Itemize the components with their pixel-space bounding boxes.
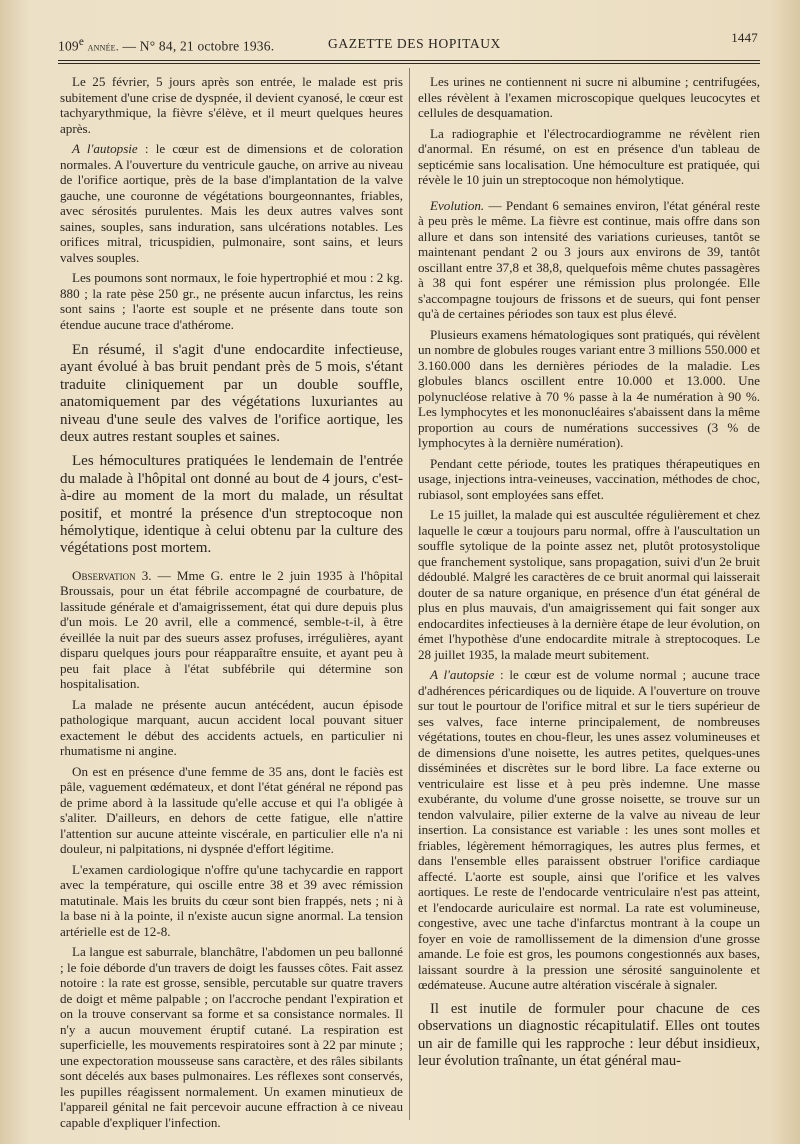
summary-paragraph: En résumé, il s'agit d'une endocardite infectieuse, ayant évolué à bas bruit pendant près de 5 mois, s'étant traduite cliniquement par un double souffle, anatomiquement par des végétations luxuriantes au niveau d'une seule des valves de l'orifice aortique, les deux autres restant souples et saines. <box>60 342 403 446</box>
paragraph <box>418 667 760 993</box>
paragraph: Il est inutile de formuler pour chacune de ces observations un diagnostic récapitulatif. Elles ont toutes un air de famille qui les rapproche : leur début insidieux, leur évolution traînante, un état général mau- <box>418 1000 760 1070</box>
paragraph: Le 25 février, 5 jours après son entrée, le malade est pris subitement d'une crise de dyspnée, il devient cyanosé, le cœur est tachyarythmique, la fièvre s'élève, et il meurt quelques heures après. <box>60 74 403 136</box>
page-number: 1447 <box>731 30 758 45</box>
header-rule <box>58 60 760 61</box>
paragraph: Le 15 juillet, la malade qui est auscultée régulièrement et chez laquelle le cœur a toujours paru normal, offre à l'auscultation un souffle sytolique de la pointe assez net, plutôt protosystolique que franchement systolique, sans propagation, suivi d'un 2e bruit dédoublé. Malgré les caractères de ce bruit anormal qui laisserait douter de sa nature organique, en présence d'un état général de plus en plus mauvais, d'un amaigrissement qui fait songer aux endocardites infectieuses à la dernière étape de leur évolution, on émet l'hypothèse d'une endocardite mitrale à streptocoques. Le 28 juillet 1935, la malade meurt subitement. <box>418 507 760 662</box>
paragraph: La malade ne présente aucun antécédent, aucun épisode pathologique marquant, aucun accident local pouvant situer exactement le début des accidents actuels, en particulier ni rhumatisme ni angine. <box>60 696 403 759</box>
paragraph: On est en présence d'une femme de 35 ans, dont le faciès est pâle, vaguement œdémateux, et dont l'état général ne répond pas de prime abord à la lassitude qu'elle accuse et qui l'a obligée à s'aliter. D'ailleurs, en dehors de cette fatigue, elle n'attire l'attention sur aucune atteinte viscérale, en particulier elle n'a ni douleur, ni palpitations, ni dyspnée d'effort légitime. <box>60 763 403 857</box>
paragraph: La radiographie et l'électrocardiogramme ne révèlent rien d'anormal. En résumé, on est en présence d'un tableau de septicémie sans localisation. Une hémoculture est pratiquée, qui révèle le 10 juin un streptocoque non hémolytique. <box>418 125 760 187</box>
paragraph <box>60 141 403 265</box>
paragraph: Plusieurs examens hématologiques sont pratiqués, qui révèlent un nombre de globules rouges variant entre 3 millions 550.000 et 3.160.000 dans les dernières périodes de la maladie. Les globules blancs oscillent entre 10.000 et 13.000. Une polynucléose relative à 70 % passe à la 4e numération à 90 %. Les lymphocytes et les mononucléaires s'abaissent dans la même proportion au cours de numérations successives (3 % de lymphocytes à la dernière numération). <box>418 326 760 450</box>
issue-info <box>58 36 274 55</box>
paragraph-lead: Evolution. <box>430 197 485 213</box>
paragraph: La langue est saburrale, blanchâtre, l'abdomen un peu ballonné ; le foie déborde d'un travers de doigt les fausses côtes. Fait assez notoire : la rate est grosse, sensible, percutable sur quatre travers de doigt et même palpable ; on l'accroche pendant l'expiration et on la trouve conservant sa forme et sa consistance normales. Il n'y a aucun mouvement éruptif cutané. La respiration est superficielle, les mouvements respiratoires sont à 22 par minute ; une expectoration mousseuse sans caractère, et des râles sibilants sont décelés aux bases pulmonaires. Les réflexes sont conservés, les pupilles réagissent normalement. Un examen minutieux de l'appareil génital ne fait percevoir aucune effraction à ce niveau capable d'expliquer l'infection. <box>60 944 403 1130</box>
paragraph-text: — Pendant 6 semaines environ, l'état général reste à peu près le même. La fièvre est continue, mais offre dans son allure et dans son intensité des variations curieuses, tantôt se maintenant pendant 2 ou 3 jours aux environs de 39, tantôt oscillant entre 37,8 et 38,8, quelquefois même chutes passagères à 38 qui font espérer une rémission plus prolongée. Elle s'accompagne toujours de frissons et de sueurs, qui font penser qu'à de certaines périodes son taux est plus élevé. <box>418 197 760 321</box>
right-column <box>418 74 760 1076</box>
paragraph-text: : le cœur est de volume normal ; aucune trace d'adhérences péricardiques ou de liquide. A l'ouverture on trouve sur tout le pourtour de l'orifice mitral et sur le tiers supérieur de ses valves, face interne principalement, de nombreuses végétations, toutes en chou-fleur, les unes assez volumineuses et de dimensions d'une noisette, les autres petites, quelques-unes disséminées et discrètes sur le bord libre. La face externe ou ventriculaire est lisse et à peu près indemne. Une masse exubérante, du volume d'une grosse noisette, se trouve sur un tendon valvulaire, pilier externe de la valve au niveau de leur insertion. La consistance est variable : les unes sont molles et friables, légèrement hémorragiques, les autres plus fermes, et dans l'ensemble elles paraissent obstruer l'orifice cardiaque affecté. L'aorte est souple, ainsi que l'orifice et les valves aortiques. Le reste de l'endocarde ventriculaire n'est pas atteint, et l'endocarde auriculaire est normal. La rate est volumineuse, congestive, avec une tache d'infarctus montrant à la coupe un foyer en voie de ramollissement de la dimension d'une grosse amande. Le foie est gros, les poumons congestionnés aux bases, laissant sourdre à la pression une sérosité sanguinolente et œdémateuse. Aucune autre altération viscérale à signaler. <box>418 667 760 992</box>
paragraph-text: — Mme G. entre le 2 juin 1935 à l'hôpital Broussais, pour un état fébrile accompagné de courbature, de lassitude générale et d'amaigrissement, état qui dure depuis plus d'un mois. Le 20 avril, elle a commencé, semble-t-il, à être éveillée la nuit par des sueurs assez profuses, irrégulières, ayant disparu quelques jours pour réapparaître ensuite, et ayant peu à peu fait place à l'état subfébrile qui détermine son hospitalisation. <box>60 567 403 692</box>
summary-paragraph: Les hémocultures pratiquées le lendemain de l'entrée du malade à l'hôpital ont donné au bout de 4 jours, c'est-à-dire au moment de la mort du malade, un résultat positif, et montré la présence d'un streptocoque non hémolytique, identique à celui obtenu par la culture des végétations post mortem. <box>60 453 403 557</box>
observation-paragraph <box>60 568 403 692</box>
paragraph: Les poumons sont normaux, le foie hypertrophié et mou : 2 kg. 880 ; la rate pèse 250 gr., ne présente aucun infarctus, les reins sont sains ; l'aorte est souple et ne présente dans toute son étendue aucune trace d'athérome. <box>60 270 403 332</box>
paragraph: L'examen cardiologique n'offre qu'une tachycardie en rapport avec la température, qui oscille entre 38 et 39 avec rémission matutinale. Mais les bruits du cœur sont bien frappés, nets ; ni à la base ni à la pointe, il n'existe aucun signe anormal. La tension artérielle est de 12-8. <box>60 861 403 939</box>
observation-heading: Observation 3. <box>72 567 152 583</box>
paragraph <box>418 198 760 322</box>
year-label: année. <box>87 39 119 54</box>
issue-date: — N° 84, 21 octobre 1936. <box>122 38 275 54</box>
paragraph-lead: A l'autopsie <box>72 141 138 156</box>
paragraph: Les urines ne contiennent ni sucre ni albumine ; centrifugées, elles révèlent à l'examen microscopique quelques leucocytes et cellules de desquamation. <box>418 74 760 120</box>
paragraph-lead: A l'autopsie <box>430 667 495 682</box>
paragraph-text: : le cœur est de dimensions et de coloration normales. A l'ouverture du ventricule gauche, on arrive au niveau de l'orifice aortique, près de la base d'implantation de la valve gauche, une couronne de végétations bourgeonnantes, friables, avec sérosités purulentes. Mais les deux autres valves sont saines, souples, sans induration, sans ulcérations notables. Les orifices mitral, tricuspidien, pulmonaire, sont sains, et leurs valves souples. <box>60 141 404 265</box>
header-rule-double <box>58 63 760 64</box>
column-divider <box>409 68 410 1120</box>
running-header <box>58 30 758 58</box>
journal-title: GAZETTE DES HOPITAUX <box>328 36 501 51</box>
year-ordinal: e <box>78 36 85 48</box>
year-number: 109 <box>58 38 79 54</box>
paragraph: Pendant cette période, toutes les pratiques thérapeutiques en usage, injections intra-veineuses, vaccination, méthodes de choc, rubiasol, sont employées sans effet. <box>418 455 760 502</box>
left-column <box>60 74 403 1135</box>
